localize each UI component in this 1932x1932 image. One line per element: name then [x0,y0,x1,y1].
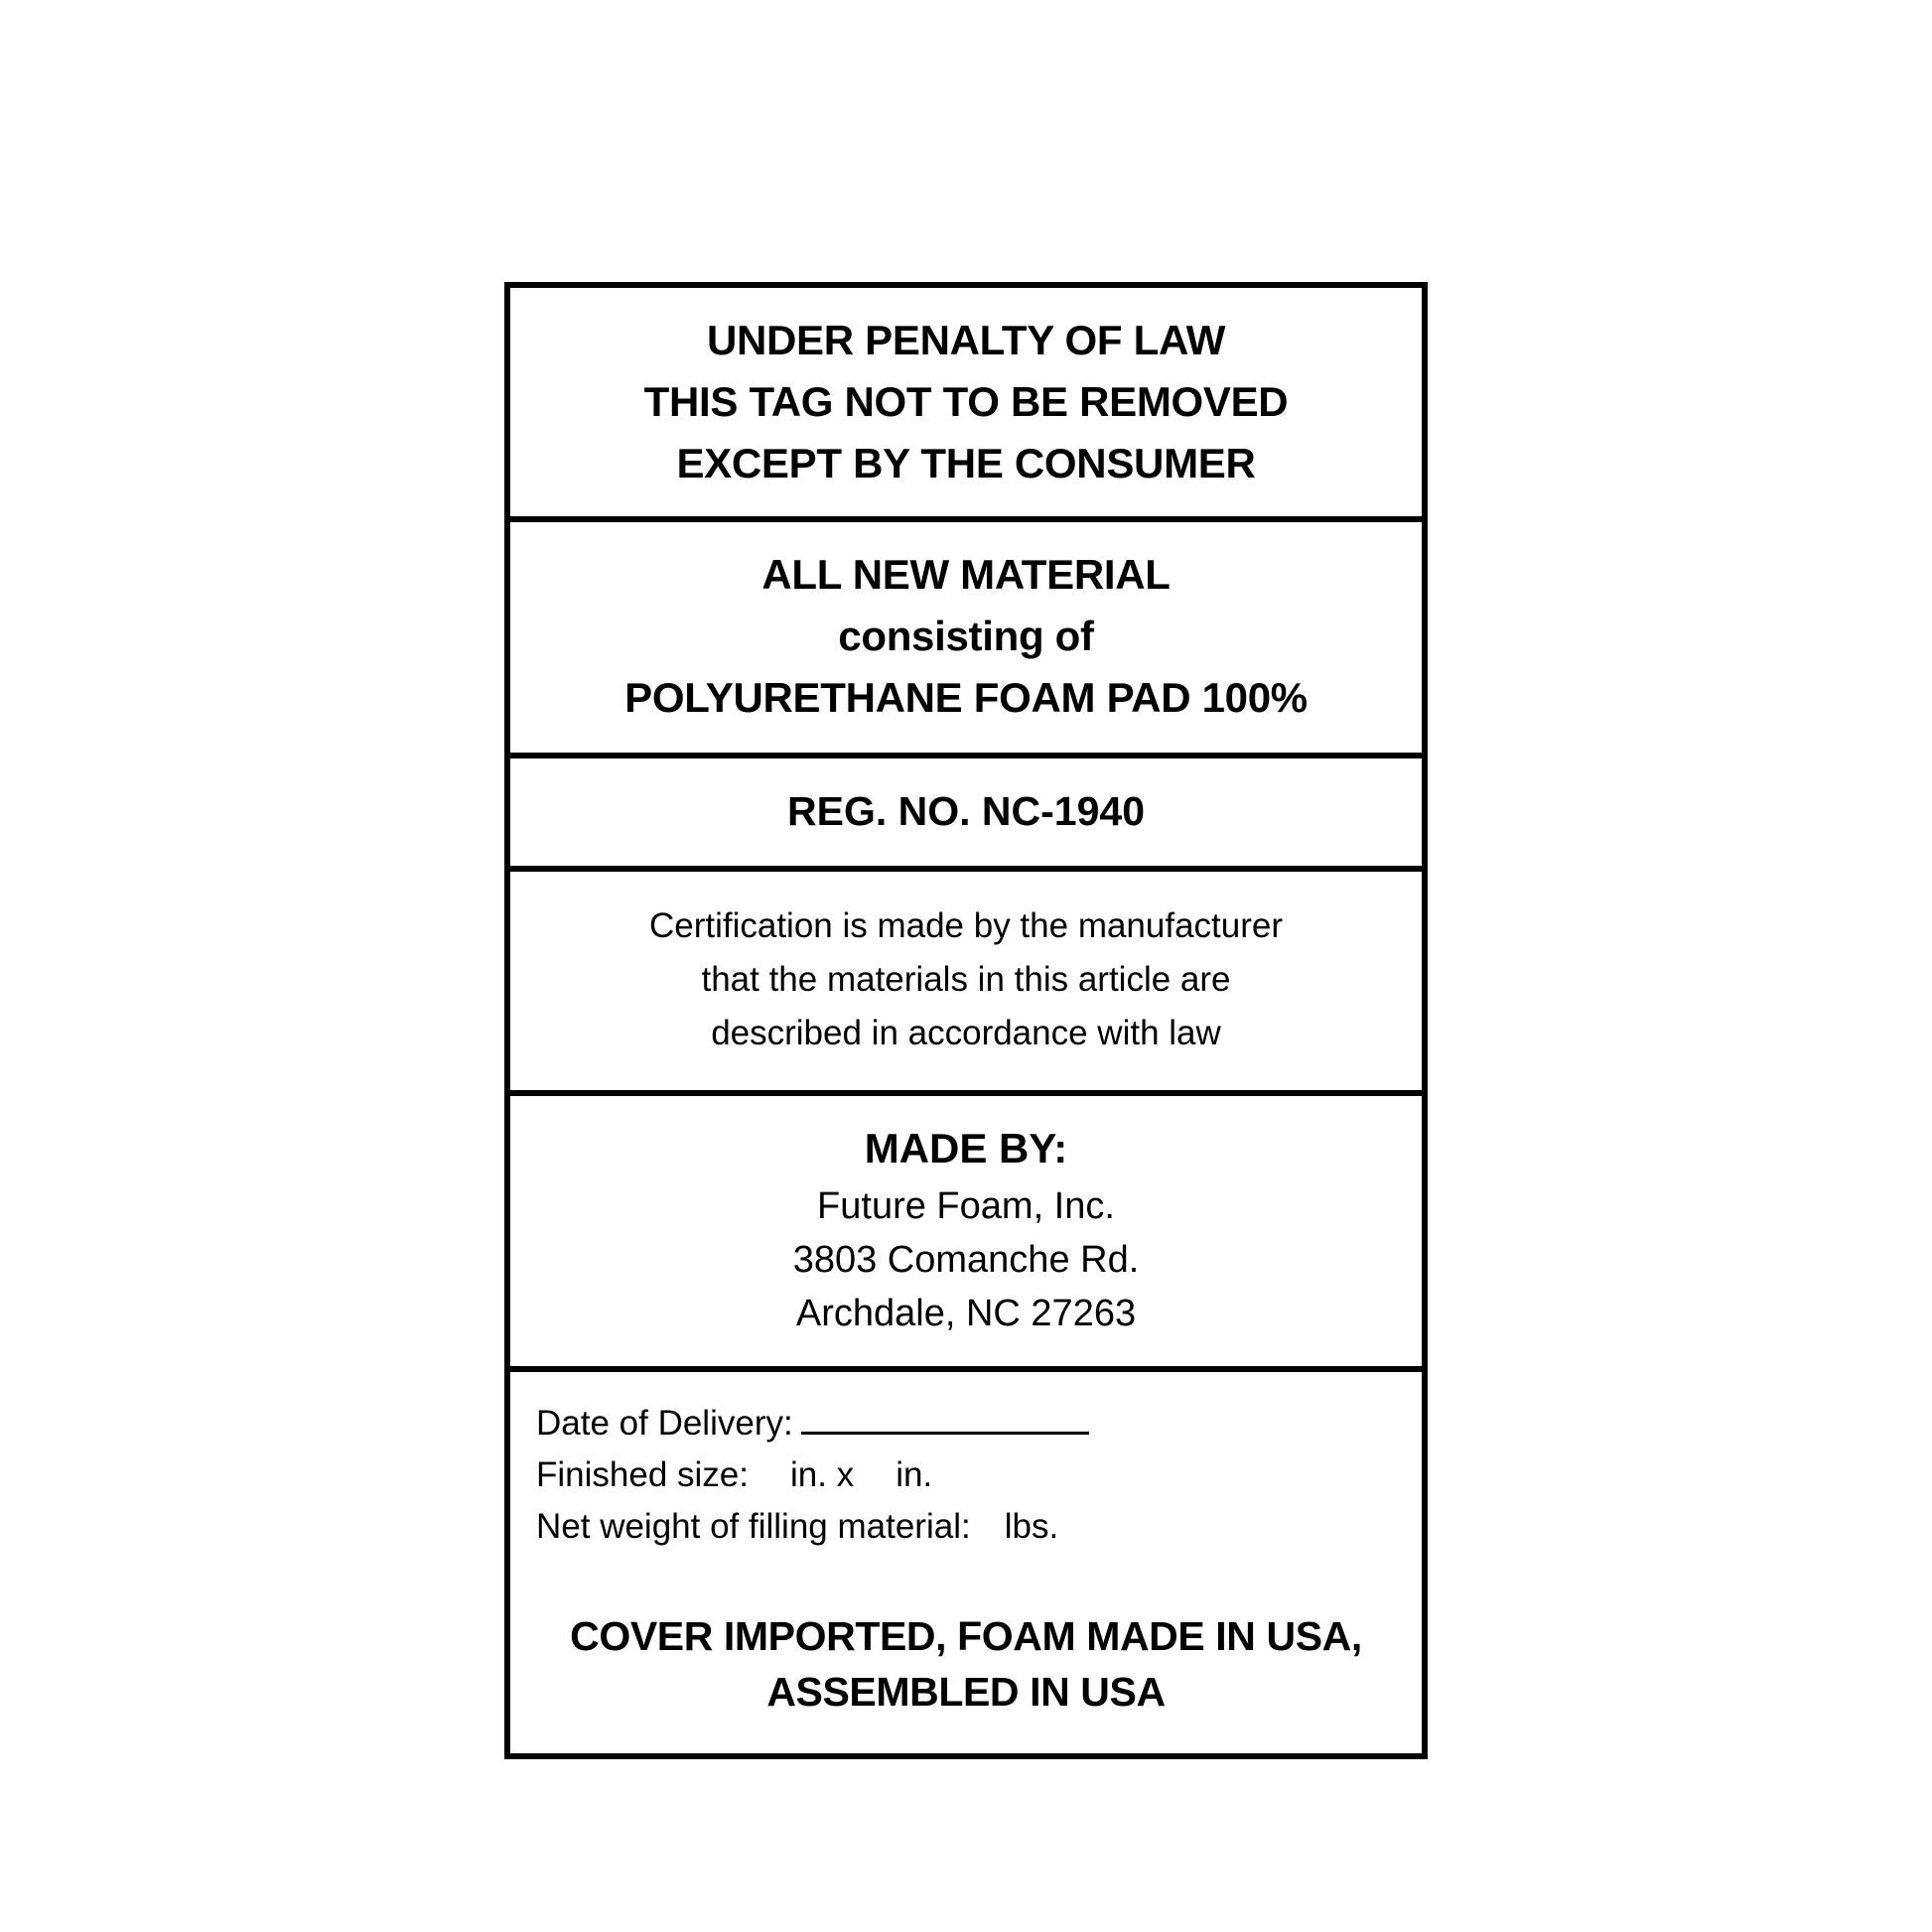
net-weight-unit: lbs. [1004,1507,1059,1546]
finished-size-unit-2: in. [896,1455,933,1494]
date-of-delivery-input[interactable] [801,1406,1089,1435]
penalty-notice-line-1: UNDER PENALTY OF LAW [706,317,1226,363]
finished-size-unit-1: in. x [789,1455,855,1494]
material-line-1: ALL NEW MATERIAL [761,551,1171,598]
country-of-origin [510,1563,1422,1753]
penalty-notice-section [510,288,1422,522]
date-of-delivery-row [536,1398,1400,1449]
fill-in-fields [510,1372,1422,1563]
certification-line-2: that the materials in this article are [701,960,1231,999]
made-by-heading: MADE BY: [864,1125,1068,1172]
finished-size-row [536,1449,1400,1501]
fields-and-origin-section [510,1372,1422,1753]
registration-number: REG. NO. NC-1940 [787,788,1145,834]
finished-size-label: Finished size: [536,1455,749,1494]
material-line-2: consisting of [838,613,1094,659]
origin-line-2: ASSEMBLED IN USA [766,1669,1166,1715]
date-of-delivery-label: Date of Delivery: [536,1404,793,1443]
penalty-notice-line-3: EXCEPT BY THE CONSUMER [676,440,1256,486]
material-section [510,522,1422,759]
material-line-3: POLYURETHANE FOAM PAD 100% [624,674,1308,721]
made-by-section [510,1096,1422,1372]
certification-line-3: described in accordance with law [711,1014,1221,1052]
manufacturer-city-state-zip: Archdale, NC 27263 [795,1293,1137,1334]
manufacturer-name: Future Foam, Inc. [817,1185,1115,1227]
law-tag [504,282,1428,1759]
registration-number-section [510,759,1422,872]
net-weight-row [536,1501,1400,1553]
certification-line-1: Certification is made by the manufacturer [648,906,1284,945]
certification-section [510,872,1422,1096]
manufacturer-street: 3803 Comanche Rd. [792,1239,1140,1281]
net-weight-label: Net weight of filling material: [536,1507,971,1546]
penalty-notice-line-2: THIS TAG NOT TO BE REMOVED [643,378,1289,425]
origin-line-1: COVER IMPORTED, FOAM MADE IN USA, [570,1613,1362,1659]
